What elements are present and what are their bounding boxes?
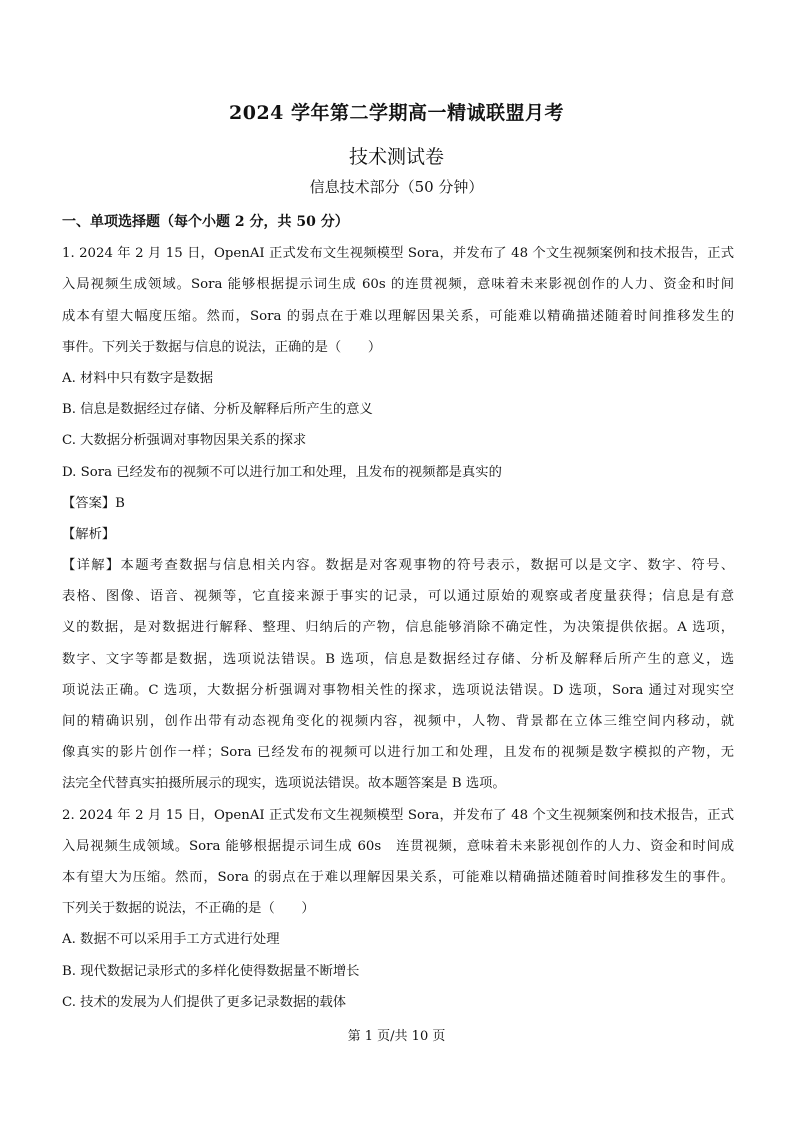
- q1-stem-line: 1. 2024 年 2 月 15 日，OpenAI 正式发布文生视频模型 Sora，并发布了 48 个文生视频案例和技术报告，正式: [62, 246, 734, 262]
- q1-option-c: C. 大数据分析强调对事物因果关系的探求: [62, 433, 307, 449]
- q2-option-c: C. 技术的发展为人们提供了更多记录数据的载体: [62, 994, 347, 1010]
- q2-option-a: A. 数据不可以采用手工方式进行处理: [62, 932, 280, 948]
- exam-title: 2024 学年第二学期高一精诚联盟月考: [229, 102, 564, 124]
- q1-detail-line: 像真实的影片创作一样；Sora 已经发布的视频可以进行加工和处理，且发布的视频是数字模拟的产物，无: [62, 745, 734, 761]
- q1-answer: 【答案】B: [62, 495, 125, 511]
- q2-stem-line: 2. 2024 年 2 月 15 日，OpenAI 正式发布文生视频模型 Sora，并发布了 48 个文生视频案例和技术报告，正式: [62, 807, 734, 823]
- page-number: 第 1 页/共 10 页: [347, 1029, 446, 1044]
- section-label: 信息技术部分（50 分钟）: [309, 178, 484, 196]
- q1-detail-line: 【详解】本题考查数据与信息相关内容。数据是对客观事物的符号表示，数据可以是文字、数字、符号、: [62, 558, 734, 574]
- q1-detail-line: 项说法正确。C 选项，大数据分析强调对事物相关性的探求，选项说法错误。D 选项，Sora 通过对现实空: [62, 682, 734, 698]
- q2-stem-line: 本有望大为压缩。然而，Sora 的弱点在于难以理解因果关系，可能难以精确描述随着时间推移发生的事件。: [62, 869, 734, 885]
- q1-detail-line: 间的精确识别，创作出带有动态视角变化的视频内容，视频中，人物、背景都在立体三维空间内移动，就: [62, 714, 734, 729]
- question-content: [62, 207, 734, 1018]
- q1-stem-line: 成本有望大幅度压缩。然而，Sora 的弱点在于难以理解因果关系，可能难以精确描述随着时间推移发生的: [62, 308, 734, 324]
- q1-detail-line: 表格、图像、语音、视频等，它直接来源于事实的记录，可以通过原始的观察或者度量获得；信息是有意: [62, 589, 734, 605]
- q1-option-d: D. Sora 已经发布的视频不可以进行加工和处理，且发布的视频都是真实的: [62, 464, 502, 480]
- exam-subtitle: 技术测试卷: [348, 146, 444, 168]
- q2-stem-line: 入局视频生成领域。Sora 能够根据提示词生成 60s 连贯视频，意味着未来影视创作的人力、资金和时间成: [62, 838, 734, 854]
- part-heading: 一、单项选择题（每个小题 2 分，共 50 分）: [62, 214, 349, 230]
- q1-option-a: A. 材料中只有数字是数据: [62, 370, 214, 386]
- q1-stem-line: 入局视频生成领域。Sora 能够根据提示词生成 60s 的连贯视频，意味着未来影视创作的人力、资金和时间: [62, 277, 734, 293]
- q1-analysis-label: 【解析】: [62, 526, 116, 542]
- q2-option-b: B. 现代数据记录形式的多样化使得数据量不断增长: [62, 963, 360, 979]
- q1-option-b: B. 信息是数据经过存储、分析及解释后所产生的意义: [62, 402, 373, 418]
- q1-detail-line: 义的数据，是对数据进行解释、整理、归纳后的产物，信息能够消除不确定性，为决策提供依据。A 选项，: [62, 620, 734, 636]
- q1-stem-line: 事件。下列关于数据与信息的说法，正确的是（ ）: [62, 339, 382, 355]
- q1-detail-line: 法完全代替真实拍摄所展示的现实，选项说法错误。故本题答案是 B 选项。: [62, 776, 506, 792]
- q1-detail-line: 数字、文字等都是数据，选项说法错误。B 选项，信息是数据经过存储、分析及解释后所产生的意义，选: [62, 651, 734, 667]
- q2-stem-line: 下列关于数据的说法，不正确的是（ ）: [62, 901, 315, 917]
